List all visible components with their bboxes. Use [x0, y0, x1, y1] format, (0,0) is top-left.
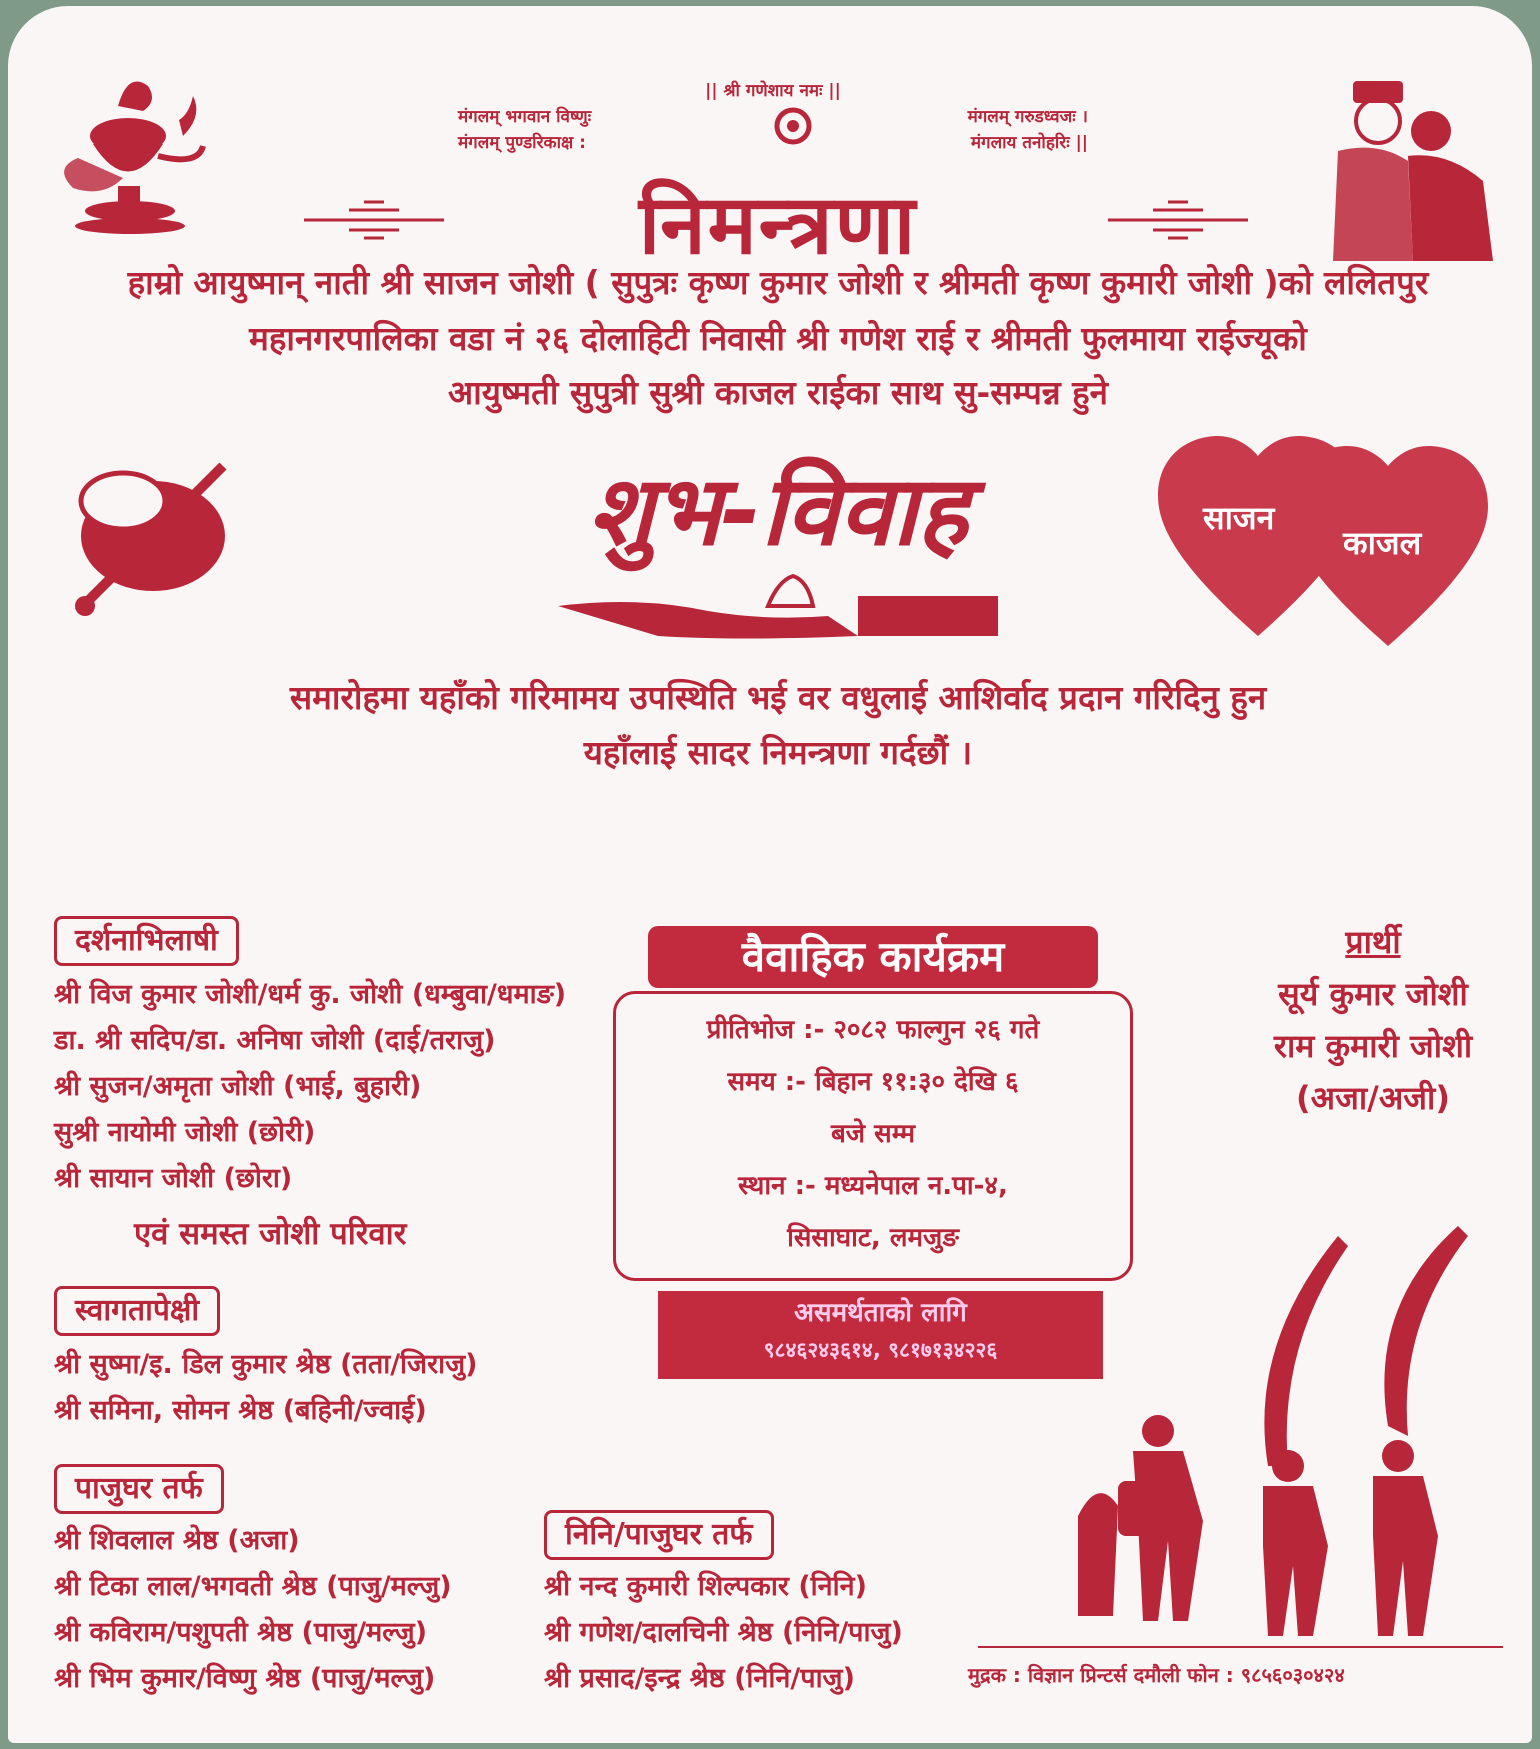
- list-item: श्री प्रसाद/इन्द्र श्रेष्ठ (निनि/पाजु): [544, 1663, 855, 1694]
- list-item: डा. श्री सदिप/डा. अनिषा जोशी (दाई/तराजु): [54, 1025, 496, 1056]
- prarthi-name-2: राम कुमारी जोशी: [1273, 1027, 1473, 1065]
- darshanabhilashi-heading: दर्शनाभिलाषी: [54, 916, 239, 966]
- program-line-3: बजे सम्म: [830, 1119, 916, 1149]
- invitation-title: निमन्त्रणा: [638, 178, 918, 273]
- contact-numbers: ९८४६२४३६१४, ९८१७१३४२२६: [763, 1338, 998, 1362]
- program-title: वैवाहिक कार्यक्रम: [648, 926, 1098, 988]
- swagatapekshi-section: [54, 1286, 478, 1434]
- list-item: श्री टिका लाल/भगवती श्रेष्ठ (पाजु/मल्जु): [54, 1571, 452, 1602]
- contact-box: [658, 1291, 1103, 1379]
- list-item: श्री शिवलाल श्रेष्ठ (अजा): [54, 1525, 300, 1556]
- program-line-4: स्थान :- मध्यनेपाल न.पा-४,: [738, 1171, 1008, 1201]
- mantra-line-3-right: मंगलाय तनोहरिः ||: [970, 133, 1088, 153]
- darshanabhilashi-list: [54, 972, 566, 1202]
- invitation-line-4: समारोहमा यहाँको गरिमामय उपस्थिति भई वर वधुलाई आशिर्वाद प्रदान गरिदिनु हुन: [289, 678, 1267, 717]
- program-line-1: प्रीतिभोज :- २०८२ फाल्गुन २६ गते: [706, 1015, 1040, 1045]
- mantra-line-3-left: मंगलम् पुण्डरिकाक्ष :: [458, 133, 586, 153]
- prarthi-name-1: सूर्य कुमार जोशी: [1278, 975, 1468, 1013]
- list-item: श्री भिम कुमार/विष्णु श्रेष्ठ (पाजु/मल्जु): [54, 1663, 436, 1694]
- list-item: श्री गणेश/दालचिनी श्रेष्ठ (निनि/पाजु): [544, 1617, 903, 1648]
- swagatapekshi-heading: स्वागतापेक्षी: [54, 1286, 220, 1336]
- mantra-line-1: || श्री गणेशाय नमः ||: [705, 81, 841, 101]
- decorative-lines-left-icon: [304, 196, 444, 246]
- pajughar-section: [54, 1464, 452, 1702]
- invitation-line-2: महानगरपालिका वडा नं २६ दोलाहिटी निवासी श्री गणेश राई र श्रीमती फुलमाया राईज्यूको: [249, 319, 1307, 358]
- program-line-5: सिसाघाट, लमजुङ: [787, 1223, 959, 1253]
- groom-name-heart: साजन: [1203, 499, 1275, 537]
- bride-name-heart: काजल: [1343, 524, 1422, 562]
- joined-hands-icon: [558, 566, 998, 646]
- shree-ganesh-icon: [773, 106, 813, 146]
- mantra-line-2-left: मंगलम् भगवान विष्णुः: [458, 107, 592, 127]
- ceremony-title: शुभ-विवाह: [587, 455, 969, 567]
- pajughar-heading: पाजुघर तर्फ: [54, 1464, 224, 1514]
- list-item: श्री सुष्मा/इ. डिल कुमार श्रेष्ठ (तता/जिराजु): [54, 1349, 478, 1380]
- darshanabhilashi-section: [54, 916, 566, 1254]
- prarthi-heading: प्रार्थी: [1345, 923, 1401, 961]
- program-details-box: [613, 991, 1133, 1281]
- prarthi-section: [1228, 916, 1518, 1124]
- nini-pajughar-heading: निनि/पाजुघर तर्फ: [544, 1510, 774, 1560]
- prarthi-relation: (अजा/अजी): [1296, 1079, 1450, 1117]
- list-item: श्री सुजन/अमृता जोशी (भाई, बुहारी): [54, 1071, 422, 1102]
- list-item: श्री विज कुमार जोशी/धर्म कु. जोशी (धम्बुवा/धमाङ): [54, 979, 567, 1010]
- press-info: मुद्रक : विज्ञान प्रिन्टर्स दमौली फोन : ९८५६०३०४२४: [968, 1663, 1345, 1687]
- press-divider: [978, 1646, 1503, 1648]
- nini-pajughar-section: [544, 1510, 903, 1702]
- decorative-lines-right-icon: [1108, 196, 1248, 246]
- hearts-icon: [1158, 436, 1498, 646]
- kalash-lamp-icon: [48, 66, 228, 236]
- bride-groom-icon: [1303, 76, 1503, 266]
- list-item: श्री कविराम/पशुपती श्रेष्ठ (पाजु/मल्जु): [54, 1617, 428, 1648]
- invitation-line-3: आयुष्मती सुपुत्री सुश्री काजल राईका साथ सु-सम्पन्न हुने: [448, 373, 1108, 412]
- program-line-2: समय :- बिहान ११:३० देखि ६: [727, 1067, 1019, 1097]
- pajughar-list: [54, 1518, 452, 1702]
- invitation-card: [8, 6, 1532, 1743]
- invitation-line-1: हाम्रो आयुष्मान् नाती श्री साजन जोशी ( सुपुत्रः कृष्ण कुमार जोशी र श्रीमती कृष्ण कुमारी जोशी )को ललितपुर: [127, 263, 1429, 302]
- dhime-drum-icon: [73, 446, 258, 626]
- list-item: सुश्री नायोमी जोशी (छोरी): [54, 1117, 316, 1148]
- mantra-line-2-right: मंगलम् गरुडध्वजः ।: [967, 107, 1088, 127]
- swagatapekshi-list: [54, 1342, 478, 1434]
- list-item: श्री समिना, सोमन श्रेष्ठ (बहिनी/ज्वाई): [54, 1395, 427, 1426]
- list-item: श्री नन्द कुमारी शिल्पकार (निनि): [544, 1571, 867, 1602]
- nini-pajughar-list: [544, 1564, 903, 1702]
- musicians-silhouette-icon: [1068, 1226, 1468, 1646]
- contact-title: असमर्थताको लागि: [794, 1298, 967, 1328]
- family-line: एवं समस्त जोशी परिवार: [134, 1216, 407, 1252]
- list-item: श्री सायान जोशी (छोरा): [54, 1163, 293, 1194]
- invitation-line-5: यहाँलाई सादर निमन्त्रणा गर्दछौं ।: [583, 733, 973, 772]
